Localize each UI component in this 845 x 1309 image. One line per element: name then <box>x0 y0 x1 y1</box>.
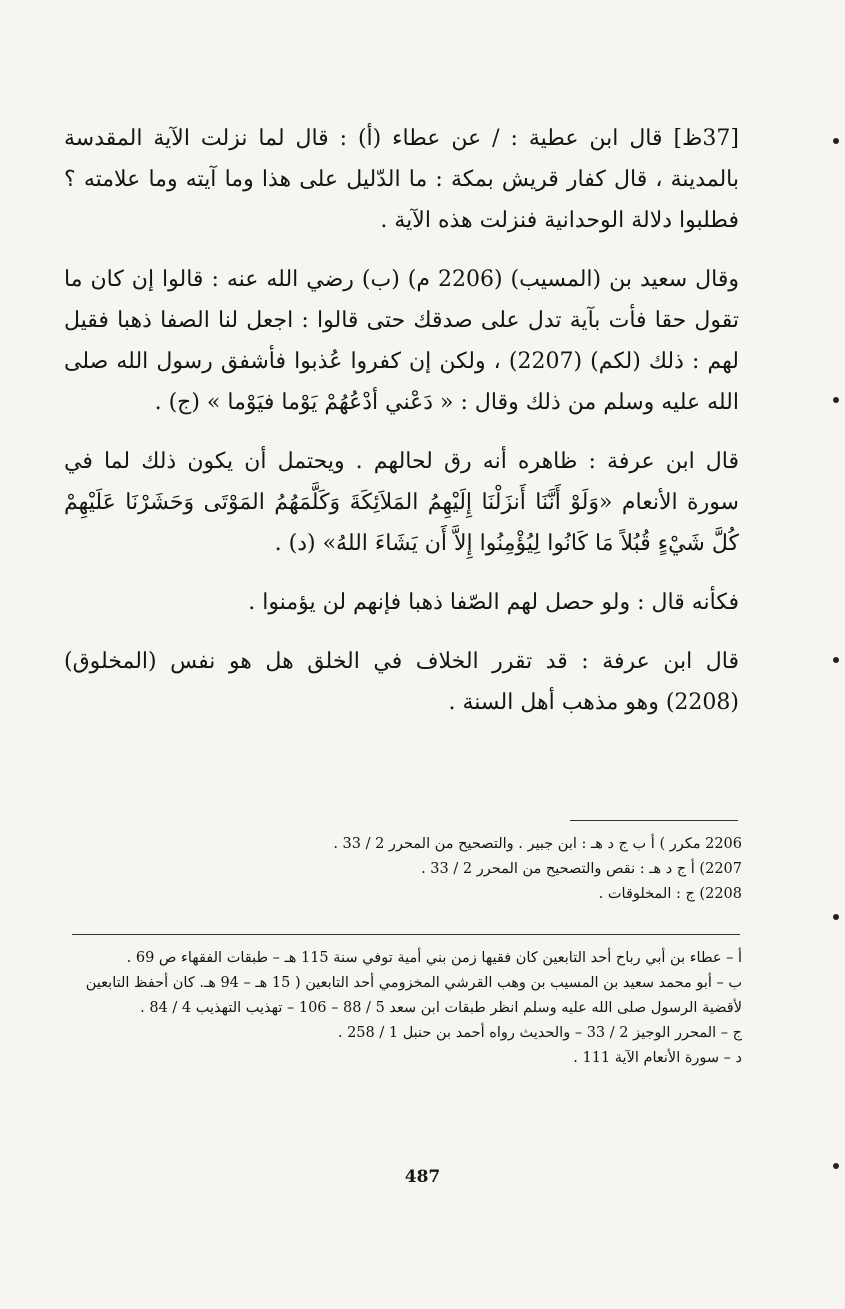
variant-note: 2206 مكرر ) أ ب ج د هـ : ابن جبير . والتصحيح من المحرر 2 / 33 . <box>333 836 742 852</box>
variant-note: 2207) أ ج د هـ : نقص والتصحيح من المحرر 2 / 33 . <box>421 861 742 877</box>
source-note: أ – عطاء بن أبي رباح أحد التابعين كان فقيها زمن بني أمية توفي سنة 115 هـ – طبقات الفقهاء ص 69 . <box>126 950 742 966</box>
variant-footnotes <box>170 832 742 907</box>
paragraph-4: فكأنه قال : ولو حصل لهم الصّفا ذهبا فإنهم لن يؤمنوا . <box>248 590 739 615</box>
paragraph-2: وقال سعيد بن (المسيب) (2206 م) (ب) رضي الله عنه : قالوا إن كان ما تقول حقا فأت بآية تدل على صدقك حتى قالوا : اجعل لنا الصفا ذهبا فقيل لهم : ذلك (لكم) (2207) ، ولكن إن كفروا عُذبوا فأشفق رسول الله صلى الله عليه وسلم من ذلك وقال : « دَعْني أدْعُهُمْ يَوْما فيَوْما » (ج) . <box>64 267 740 415</box>
source-note: د – سورة الأنعام الآية 111 . <box>573 1050 742 1066</box>
paragraph-1: [37ظ] قال ابن عطية : / عن عطاء (أ) : قال لما نزلت الآية المقدسة بالمدينة ، قال كفار قريش بمكة : ما الدّليل على هذا وما آيته وما علامته ؟ فطلبوا دلالة الوحدانية فنزلت هذه الآية . <box>64 126 739 233</box>
footnote-separator <box>570 820 738 821</box>
paragraph-3: قال ابن عرفة : ظاهره أنه رق لحالهم . ويحتمل أن يكون ذلك لما في سورة الأنعام «وَلَوْ أَنَّنَا أَنزَلْنَا إِلَيْهِمُ المَلاَئِكَةَ وَكَلَّمَهُمُ المَوْتَى وَحَشَرْنَا عَلَيْهِمْ كُلَّ شَيْءٍ قُبُلاً مَا كَانُوا لِيُؤْمِنُوا إِلاَّ أَن يَشَاءَ اللهُ» (د) . <box>64 449 739 556</box>
margin-mark <box>833 1163 839 1169</box>
source-note: ب – أبو محمد سعيد بن المسيب بن وهب القرشي المخزومي أحد التابعين ( 15 هـ – 94 هـ. كان أحفظ التابعين لأقضية الرسول صلى الله عليه وسلم انظر طبقات ابن سعد 5 / 88 – 106 – تهذيب التهذيب 4 / 84 . <box>85 975 742 1016</box>
margin-mark <box>833 397 839 403</box>
margin-mark <box>833 657 839 663</box>
main-text <box>64 118 739 723</box>
variant-note: 2208) ج : المخلوقات . <box>598 886 742 902</box>
page-number: 487 <box>404 1167 441 1187</box>
paragraph-5: قال ابن عرفة : قد تقرر الخلاف في الخلق هل هو نفس (المخلوق) (2208) وهو مذهب أهل السنة . <box>64 649 739 715</box>
source-footnotes <box>70 946 742 1071</box>
source-notes-separator <box>72 934 740 935</box>
margin-mark <box>833 138 839 144</box>
source-note: ج – المحرر الوجيز 2 / 33 – والحديث رواه أحمد بن حنبل 1 / 258 . <box>337 1025 742 1041</box>
margin-mark <box>833 914 839 920</box>
